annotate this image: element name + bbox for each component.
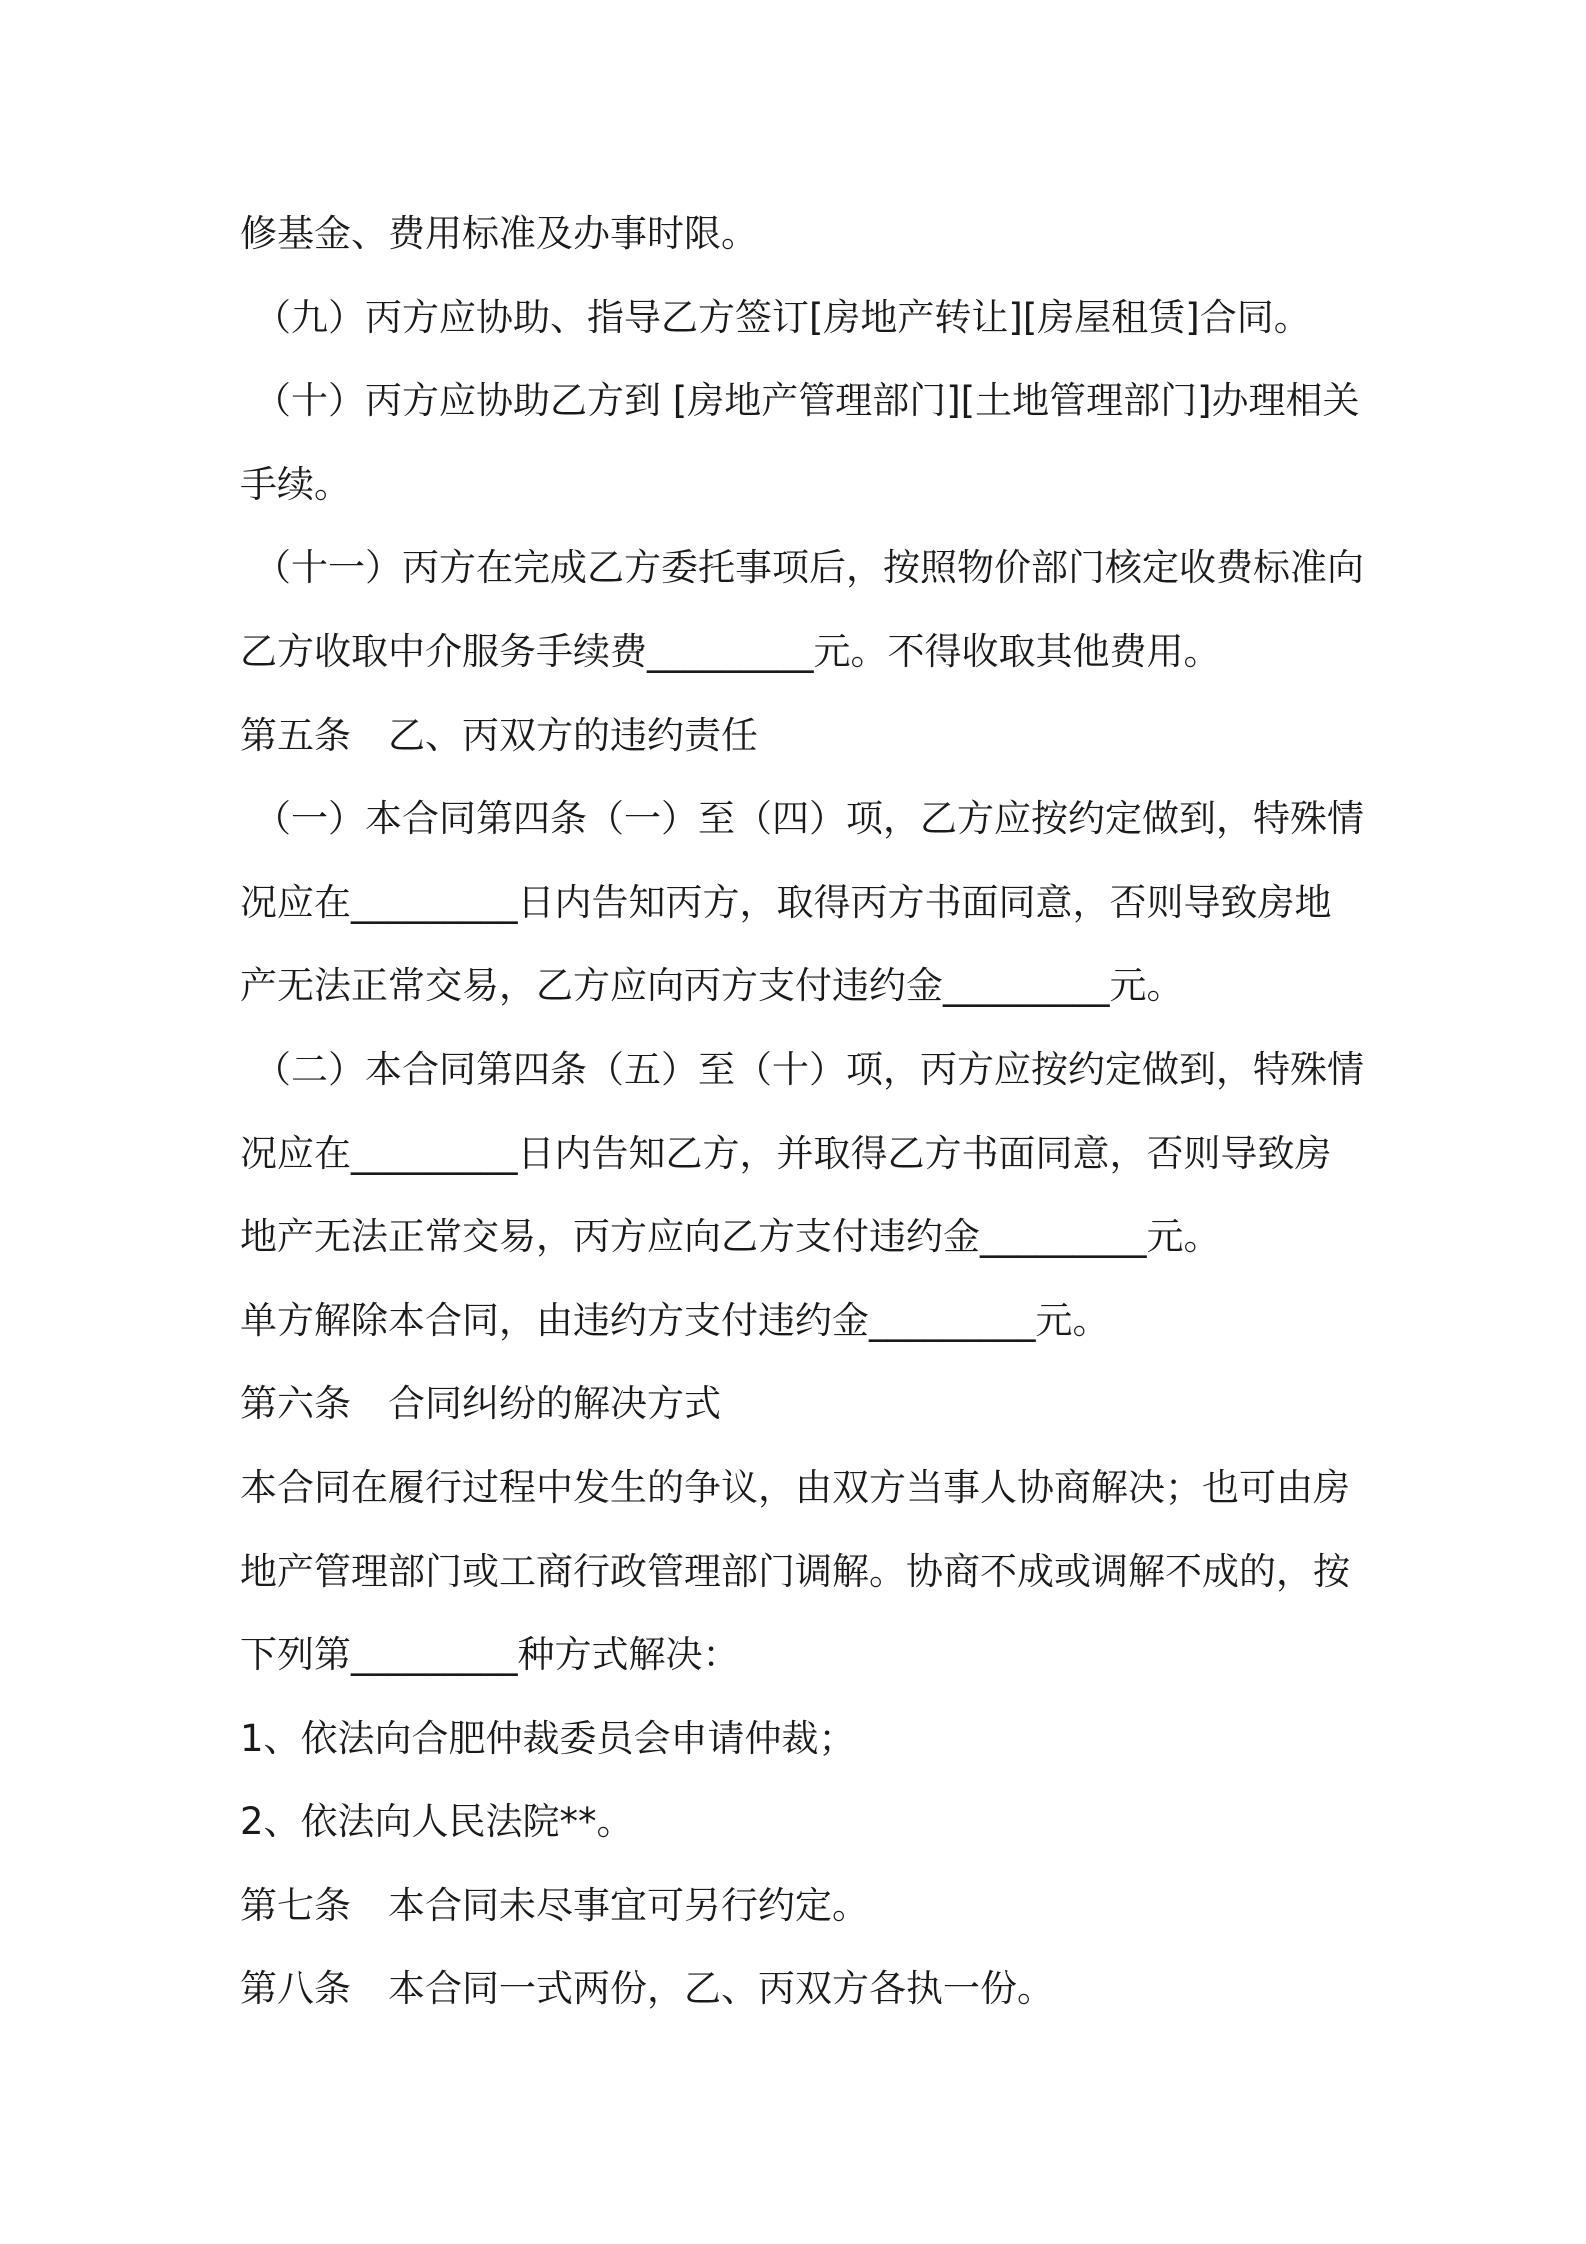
article-6-heading: 第六条 合同纠纷的解决方式 <box>240 1382 721 1426</box>
text-line: 乙方收取中介服务手续费_________元。不得收取其他费用。 <box>240 629 1221 673</box>
list-item: 2、依法向人民法院**。 <box>240 1800 634 1844</box>
list-item: 1、依法向合肥仲裁委员会申请仲裁； <box>240 1716 856 1760</box>
article-8: 第八条 本合同一式两份，乙、丙双方各执一份。 <box>240 1967 1054 2011</box>
text-line: 况应在_________日内告知乙方，并取得乙方书面同意，否则导致房 <box>240 1131 1332 1175</box>
document-body <box>240 192 1364 2031</box>
text-line: 单方解除本合同，由违约方支付违约金_________元。 <box>240 1298 1110 1342</box>
article-5-heading: 第五条 乙、丙双方的违约责任 <box>240 713 758 757</box>
clause-item-1: （一）本合同第四条（一）至（四）项，乙方应按约定做到，特殊情 <box>254 797 1364 841</box>
text-line: 修基金、费用标准及办事时限。 <box>240 212 758 255</box>
clause-item-10: （十）丙方应协助乙方到 [房地产管理部门][土地管理部门]办理相关 <box>254 379 1360 423</box>
clause-item-2: （二）本合同第四条（五）至（十）项，丙方应按约定做到，特殊情 <box>254 1047 1364 1091</box>
text-line: 产无法正常交易，乙方应向丙方支付违约金_________元。 <box>240 964 1184 1008</box>
clause-item-9: （九）丙方应协助、指导乙方签订[房地产转让][房屋租赁]合同。 <box>254 295 1311 339</box>
text-line: 手续。 <box>240 462 351 506</box>
text-line: 地产无法正常交易，丙方应向乙方支付违约金_________元。 <box>240 1215 1221 1259</box>
text-line: 下列第_________种方式解决： <box>240 1633 740 1677</box>
text-line: 本合同在履行过程中发生的争议，由双方当事人协商解决；也可由房 <box>240 1465 1350 1509</box>
text-line: 地产管理部门或工商行政管理部门调解。协商不成或调解不成的，按 <box>240 1549 1350 1593</box>
article-7: 第七条 本合同未尽事宜可另行约定。 <box>240 1883 869 1927</box>
clause-item-11: （十一）丙方在完成乙方委托事项后，按照物价部门核定收费标准向 <box>254 546 1364 590</box>
text-line: 况应在_________日内告知丙方，取得丙方书面同意，否则导致房地 <box>240 880 1332 924</box>
